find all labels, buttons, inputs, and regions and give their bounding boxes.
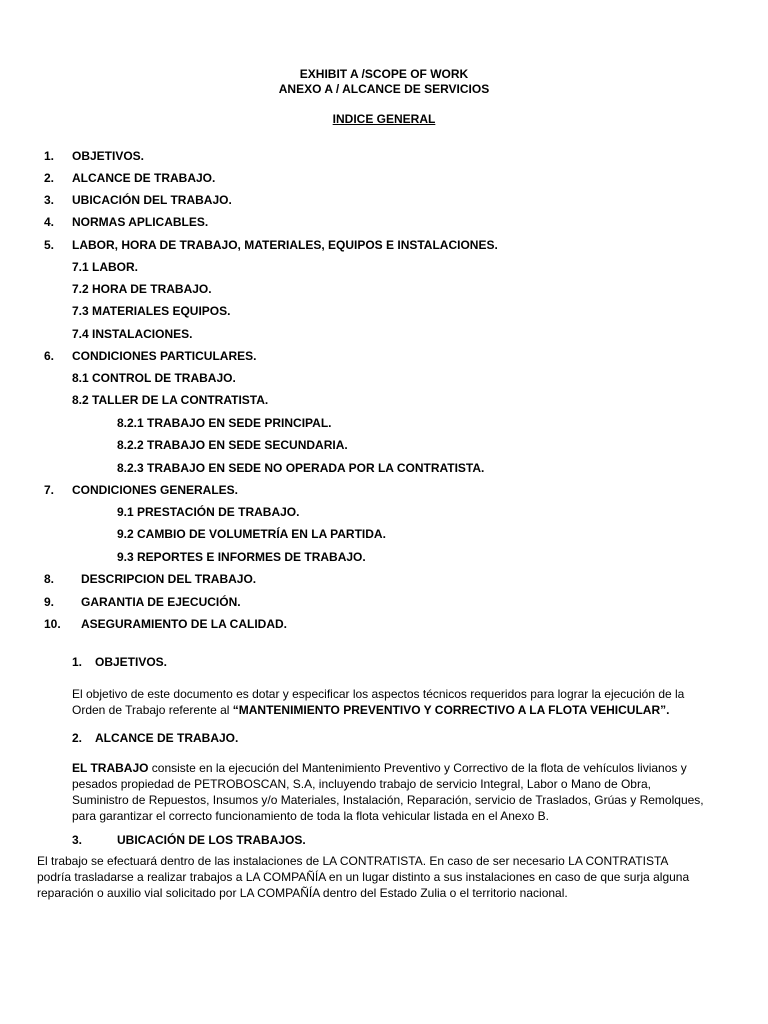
toc-subitem: 8.1 CONTROL DE TRABAJO.: [72, 371, 236, 385]
toc-subsubitem: 9.3 REPORTES E INFORMES DE TRABAJO.: [117, 550, 366, 564]
section-number: 1.: [72, 655, 83, 669]
toc-subitem: 8.2 TALLER DE LA CONTRATISTA.: [72, 393, 269, 407]
section-heading: ALCANCE DE TRABAJO.: [95, 731, 239, 745]
section-number: 2.: [72, 731, 83, 745]
toc-item: GARANTIA DE EJECUCIÓN.: [81, 595, 241, 609]
toc-subitem: 7.2 HORA DE TRABAJO.: [72, 282, 212, 296]
toc-number: 3.: [44, 193, 55, 207]
toc-item: UBICACIÓN DEL TRABAJO.: [72, 193, 232, 207]
paragraph-line: para garantizar el correcto funcionamiento de toda la flota vehicular listada en el Anexo B.: [72, 809, 549, 823]
toc-subsubitem: 8.2.3 TRABAJO EN SEDE NO OPERADA POR LA CONTRATISTA.: [117, 461, 485, 475]
toc-item: NORMAS APLICABLES.: [72, 215, 209, 229]
paragraph-line: pesados propiedad de PETROBOSCAN, S.A, incluyendo trabajo de servicio Integral, Labor o Mano de Obra,: [72, 777, 651, 791]
toc-number: 10.: [44, 617, 61, 631]
toc-subitem: 7.1 LABOR.: [72, 260, 139, 274]
section-number: 3.: [72, 833, 83, 847]
paragraph-line: Suministro de Repuestos, Insumos y/o Materiales, Instalación, Reparación, servicio de Traslados, Grúas y Remolques,: [72, 793, 704, 807]
toc-subsubitem: 8.2.2 TRABAJO EN SEDE SECUNDARIA.: [117, 438, 348, 452]
paragraph-line: reparación o auxilio vial solicitado por LA COMPAÑÍA dentro del Estado Zulia o el territorio nacional.: [37, 886, 568, 900]
title-exhibit: EXHIBIT A /SCOPE OF WORK: [299, 67, 469, 81]
section-heading: OBJETIVOS.: [95, 655, 168, 669]
toc-number: 2.: [44, 171, 55, 185]
toc-subsubitem: 8.2.1 TRABAJO EN SEDE PRINCIPAL.: [117, 416, 332, 430]
section-paragraph: [37, 853, 723, 901]
toc-item: DESCRIPCION DEL TRABAJO.: [81, 572, 257, 586]
paragraph-line: podría trasladarse a realizar trabajos a LA COMPAÑÍA en un lugar distinto a sus instalaciones en caso de que surja alguna: [37, 870, 690, 884]
title-anexo: ANEXO A / ALCANCE DE SERVICIOS: [278, 82, 490, 96]
toc-number: 6.: [44, 349, 55, 363]
toc-item: ALCANCE DE TRABAJO.: [72, 171, 216, 185]
paragraph-line: El trabajo se efectuará dentro de las instalaciones de LA CONTRATISTA. En caso de ser necesario LA CONTRATISTA: [37, 854, 669, 868]
toc-number: 1.: [44, 149, 55, 163]
toc-number: 9.: [44, 595, 55, 609]
toc-subsubitem: 9.2 CAMBIO DE VOLUMETRÍA EN LA PARTIDA.: [117, 527, 386, 541]
toc-number: 8.: [44, 572, 55, 586]
paragraph-line: Orden de Trabajo referente al “MANTENIMIENTO PREVENTIVO Y CORRECTIVO A LA FLOTA VEHICULAR”.: [72, 703, 670, 717]
toc-subitem: 7.3 MATERIALES EQUIPOS.: [72, 304, 231, 318]
toc-number: 4.: [44, 215, 55, 229]
toc-item: ASEGURAMIENTO DE LA CALIDAD.: [81, 617, 288, 631]
section-paragraph: [72, 760, 723, 824]
section-paragraph: [72, 686, 723, 718]
paragraph-line: EL TRABAJO consiste en la ejecución del Mantenimiento Preventivo y Correctivo de la flota de vehículos livianos y: [72, 761, 687, 775]
toc-subsubitem: 9.1 PRESTACIÓN DE TRABAJO.: [117, 505, 300, 519]
toc-item: OBJETIVOS.: [72, 149, 145, 163]
section-heading: UBICACIÓN DE LOS TRABAJOS.: [117, 833, 306, 847]
toc-subitem: 7.4 INSTALACIONES.: [72, 327, 193, 341]
toc-item: CONDICIONES GENERALES.: [72, 483, 239, 497]
toc-item: CONDICIONES PARTICULARES.: [72, 349, 257, 363]
toc-number: 7.: [44, 483, 55, 497]
toc-number: 5.: [44, 238, 55, 252]
toc-item: LABOR, HORA DE TRABAJO, MATERIALES, EQUIPOS E INSTALACIONES.: [72, 238, 498, 252]
index-title: INDICE GENERAL: [332, 112, 436, 126]
paragraph-line: El objetivo de este documento es dotar y especificar los aspectos técnicos requeridos para lograr la ejecución de la: [72, 687, 685, 701]
